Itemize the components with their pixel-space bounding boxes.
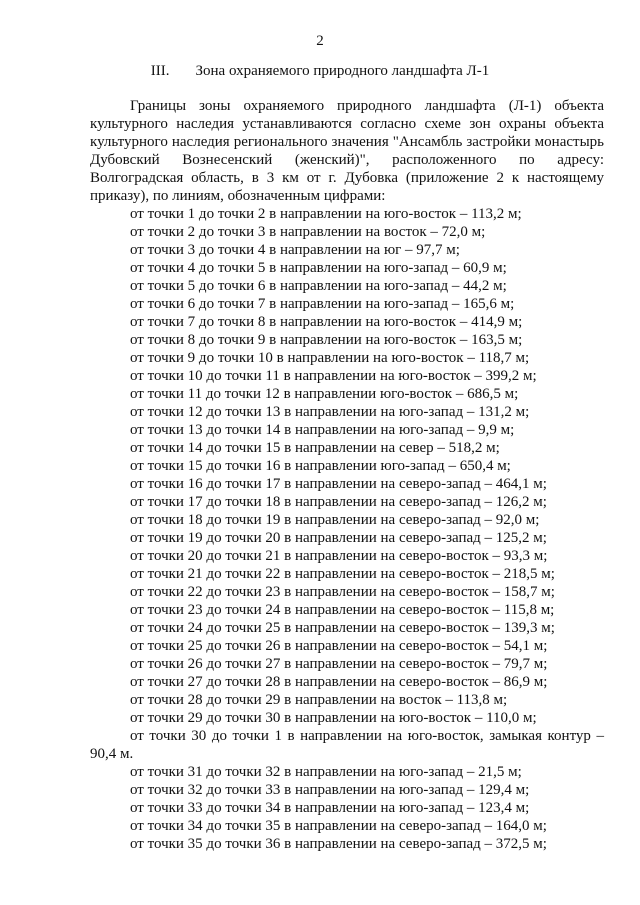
boundary-line: от точки 31 до точки 32 в направлении на юго-запад – 21,5 м; — [130, 764, 522, 780]
boundary-lines-list — [90, 205, 604, 853]
boundary-line: от точки 2 до точки 3 в направлении на восток – 72,0 м; — [130, 224, 486, 240]
boundary-line: от точки 32 до точки 33 в направлении на юго-запад – 129,4 м; — [130, 782, 530, 798]
section-title: Зона охраняемого природного ландшафта Л-1 — [195, 63, 490, 79]
boundary-line: от точки 12 до точки 13 в направлении на юго-запад – 131,2 м; — [130, 404, 530, 420]
boundary-line: от точки 3 до точки 4 в направлении на юг – 97,7 м; — [130, 242, 460, 258]
page-number: 2 — [316, 33, 324, 49]
boundary-line: от точки 15 до точки 16 в направлении юго-запад – 650,4 м; — [130, 458, 511, 474]
boundary-line: от точки 4 до точки 5 в направлении на юго-запад – 60,9 м; — [130, 260, 507, 276]
boundary-line: от точки 7 до точки 8 в направлении на юго-восток – 414,9 м; — [130, 314, 523, 330]
boundary-line: от точки 16 до точки 17 в направлении на северо-запад – 464,1 м; — [130, 476, 547, 492]
boundary-line: от точки 22 до точки 23 в направлении на северо-восток – 158,7 м; — [130, 584, 555, 600]
boundary-line: от точки 19 до точки 20 в направлении на северо-запад – 125,2 м; — [130, 530, 547, 546]
boundary-line: от точки 35 до точки 36 в направлении на северо-запад – 372,5 м; — [130, 836, 547, 852]
boundary-line: от точки 5 до точки 6 в направлении на юго-запад – 44,2 м; — [130, 278, 507, 294]
boundary-line: от точки 6 до точки 7 в направлении на юго-запад – 165,6 м; — [130, 296, 515, 312]
boundary-line: от точки 26 до точки 27 в направлении на северо-восток – 79,7 м; — [130, 656, 548, 672]
section-numeral: III. — [150, 63, 170, 79]
boundary-line: от точки 8 до точки 9 в направлении на юго-восток – 163,5 м; — [130, 332, 523, 348]
boundary-line: от точки 34 до точки 35 в направлении на северо-запад – 164,0 м; — [130, 818, 547, 834]
boundary-line: от точки 18 до точки 19 в направлении на северо-запад – 92,0 м; — [130, 512, 540, 528]
boundary-line: от точки 29 до точки 30 в направлении на юго-восток – 110,0 м; — [130, 710, 537, 726]
boundary-line: от точки 21 до точки 22 в направлении на северо-восток – 218,5 м; — [130, 566, 555, 582]
intro-paragraph: Границы зоны охраняемого природного ландшафта (Л-1) объекта культурного наследия устанавливаются согласно схеме зон охраны объекта культурного наследия регионального значения "Ансамбль застройки монастырь Дубовский Вознесенский (женский)", расположенного по адресу: Волгоградская область, в 3 км от г. Дубовка (приложение 2 к настоящему приказу), по линиям, обозначенным цифрами: — [90, 98, 604, 204]
boundary-line-closing: от точки 30 до точки 1 в направлении на юго-восток, замыкая контур – 90,4 м. — [90, 728, 604, 762]
boundary-line: от точки 9 до точки 10 в направлении на юго-восток – 118,7 м; — [130, 350, 530, 366]
boundary-line: от точки 33 до точки 34 в направлении на юго-запад – 123,4 м; — [130, 800, 530, 816]
boundary-line: от точки 1 до точки 2 в направлении на юго-восток – 113,2 м; — [130, 206, 522, 222]
boundary-line: от точки 14 до точки 15 в направлении на север – 518,2 м; — [130, 440, 500, 456]
boundary-line: от точки 10 до точки 11 в направлении на юго-восток – 399,2 м; — [130, 368, 537, 384]
boundary-line: от точки 28 до точки 29 в направлении на восток – 113,8 м; — [130, 692, 508, 708]
boundary-line: от точки 25 до точки 26 в направлении на северо-восток – 54,1 м; — [130, 638, 548, 654]
boundary-line: от точки 20 до точки 21 в направлении на северо-восток – 93,3 м; — [130, 548, 548, 564]
boundary-line: от точки 23 до точки 24 в направлении на северо-восток – 115,8 м; — [130, 602, 555, 618]
document-body — [90, 97, 604, 853]
boundary-line: от точки 11 до точки 12 в направлении юго-восток – 686,5 м; — [130, 386, 519, 402]
boundary-line: от точки 17 до точки 18 в направлении на северо-запад – 126,2 м; — [130, 494, 547, 510]
boundary-line: от точки 13 до точки 14 в направлении на юго-запад – 9,9 м; — [130, 422, 515, 438]
boundary-line: от точки 24 до точки 25 в направлении на северо-восток – 139,3 м; — [130, 620, 555, 636]
boundary-line: от точки 27 до точки 28 в направлении на северо-восток – 86,9 м; — [130, 674, 548, 690]
section-heading — [0, 62, 640, 80]
